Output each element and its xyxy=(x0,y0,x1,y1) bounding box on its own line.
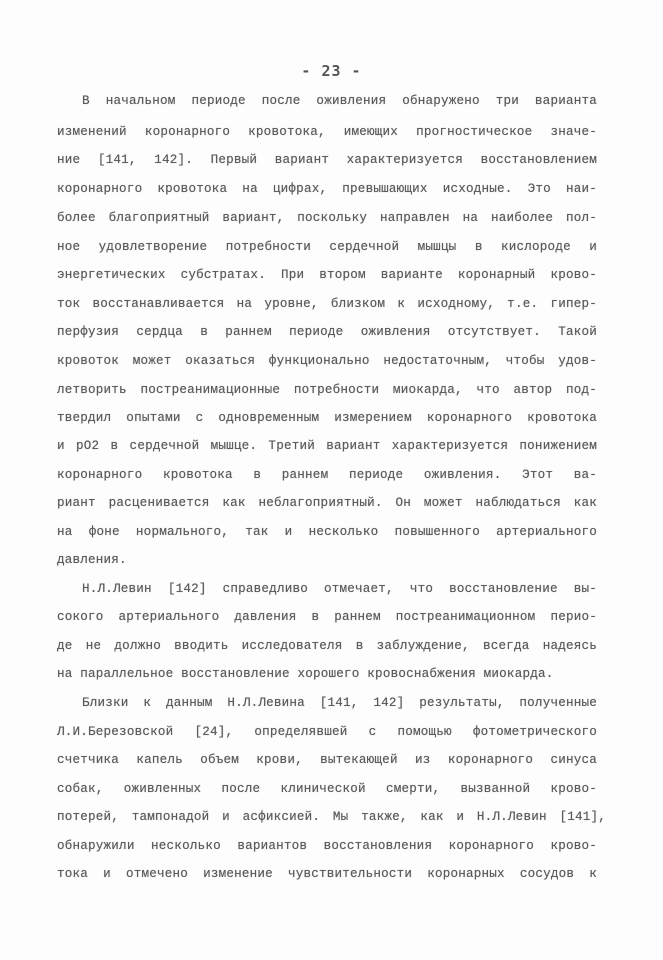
text-line: тока и отмечено изменение чувствительности коронарных сосудов к xyxy=(57,867,597,881)
text-line: обнаружили несколько вариантов восстановления коронарного крово- xyxy=(57,839,597,853)
text-line: собак, оживленных после клинической смерти, вызванной крово- xyxy=(57,782,597,796)
text-line: на фоне нормального, так и несколько повышенного артериального xyxy=(57,525,597,539)
text-line: кровоток может оказаться функционально недостаточным, чтобы удов- xyxy=(57,354,597,368)
text-line: коронарного кровотока на цифрах, превышающих исходные. Это наи- xyxy=(57,182,597,196)
text-line: давления. xyxy=(57,553,127,567)
text-line: и pO2 в сердечной мышце. Третий вариант характеризуется понижением xyxy=(57,439,597,453)
text-line: Н.Л.Левин [142] справедливо отмечает, что восстановление вы- xyxy=(82,582,597,596)
text-line: перфузия сердца в раннем периоде оживления отсутствует. Такой xyxy=(57,325,597,339)
text-line: сокого артериального давления в раннем постреанимационном перио- xyxy=(57,610,597,624)
text-line: ное удовлетворение потребности сердечной мышцы в кислороде и xyxy=(57,240,597,254)
text-line: ние [141, 142]. Первый вариант характеризуется восстановлением xyxy=(57,153,597,167)
text-line: изменений коронарного кровотока, имеющих прогностическое значе- xyxy=(57,125,597,139)
page-number: - 23 - xyxy=(301,62,362,80)
text-line: риант расценивается как неблагоприятный. Он может наблюдаться как xyxy=(57,496,597,510)
text-line: де не должно вводить исследователя в заблуждение, всегда надеясь xyxy=(57,639,597,653)
text-line: летворить постреанимационные потребности миокарда, что автор под- xyxy=(57,383,597,397)
text-line: на параллельное восстановление хорошего кровоснабжения миокарда. xyxy=(57,667,554,681)
text-line: энергетических субстратах. При втором варианте коронарный крово- xyxy=(57,268,597,282)
text-line: ток восстанавливается на уровне, близком к исходному, т.е. гипер- xyxy=(57,297,597,311)
text-line: В начальном периоде после оживления обнаружено три варианта xyxy=(82,94,597,108)
text-line: более благоприятный вариант, поскольку направлен на наиболее пол- xyxy=(57,211,597,225)
text-line: потерей, тампонадой и асфиксией. Мы также, как и Н.Л.Левин [141], xyxy=(57,810,606,824)
text-line: твердил опытами с одновременным измерением коронарного кровотока xyxy=(57,411,597,425)
text-line: Близки к данным Н.Л.Левина [141, 142] результаты, полученные xyxy=(82,696,597,710)
text-line: коронарного кровотока в раннем периоде оживления. Этот ва- xyxy=(57,468,597,482)
text-line: Л.И.Березовской [24], определявшей с помощью фотометрического xyxy=(57,725,597,739)
text-line: счетчика капель объем крови, вытекающей из коронарного синуса xyxy=(57,753,597,767)
